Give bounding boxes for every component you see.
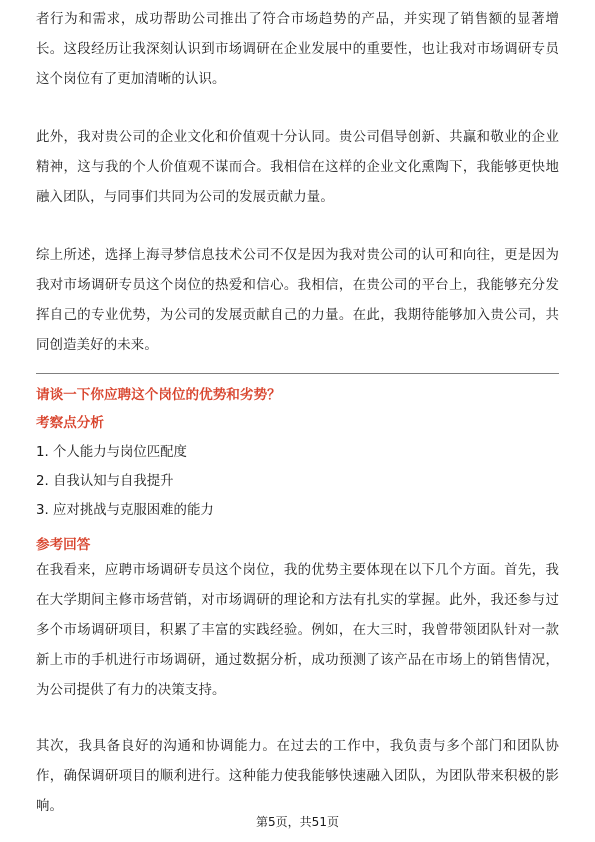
paragraph-culture: 此外，我对贵公司的企业文化和价值观十分认同。贵公司倡导创新、共赢和敬业的企业精神，这与我的个人价值观不谋而合。我相信在这样的企业文化熏陶下，我能够更快地融入团队，与同事们共同为公司的发展贡献力量。 [36, 130, 559, 205]
list-item: 1. 个人能力与岗位匹配度 [36, 445, 187, 460]
answer-heading: 参考回答 [36, 537, 91, 553]
paragraph-conclusion: 综上所述，选择上海寻梦信息技术公司不仅是因为我对贵公司的认可和向往，更是因为我对市场调研专员这个岗位的热爱和信心。我相信，在贵公司的平台上，我能够充分发挥自己的专业优势，为公司的发展贡献自己的力量。在此，我期待能够加入贵公司，共同创造美好的未来。 [36, 248, 559, 353]
list-item: 2. 自我认知与自我提升 [36, 474, 174, 489]
list-item: 3. 应对挑战与克服困难的能力 [36, 503, 214, 518]
answer-paragraph-strengths: 在我看来，应聘市场调研专员这个岗位，我的优势主要体现在以下几个方面。首先，我在大学期间主修市场营销，对市场调研的理论和方法有扎实的掌握。此外，我还参与过多个市场调研项目，积累了丰富的实践经验。例如，在大三时，我曾带领团队针对一款新上市的手机进行市场调研，通过数据分析，成功预测了该产品在市场上的销售情况，为公司提供了有力的决策支持。 [36, 563, 559, 698]
analysis-heading: 考察点分析 [36, 415, 104, 431]
page-number: 第5页，共51页 [256, 815, 339, 829]
section-divider [36, 373, 559, 374]
paragraph-experience: 者行为和需求，成功帮助公司推出了符合市场趋势的产品，并实现了销售额的显著增长。这段经历让我深刻认识到市场调研在企业发展中的重要性，也让我对市场调研专员这个岗位有了更加清晰的认识。 [36, 12, 559, 87]
analysis-list [36, 438, 214, 525]
answer-paragraph-communication: 其次，我具备良好的沟通和协调能力。在过去的工作中，我负责与多个部门和团队协作，确保调研项目的顺利进行。这种能力使我能够快速融入团队，为团队带来积极的影响。 [36, 739, 559, 814]
interview-question: 请谈一下你应聘这个岗位的优势和劣势？ [36, 387, 281, 403]
